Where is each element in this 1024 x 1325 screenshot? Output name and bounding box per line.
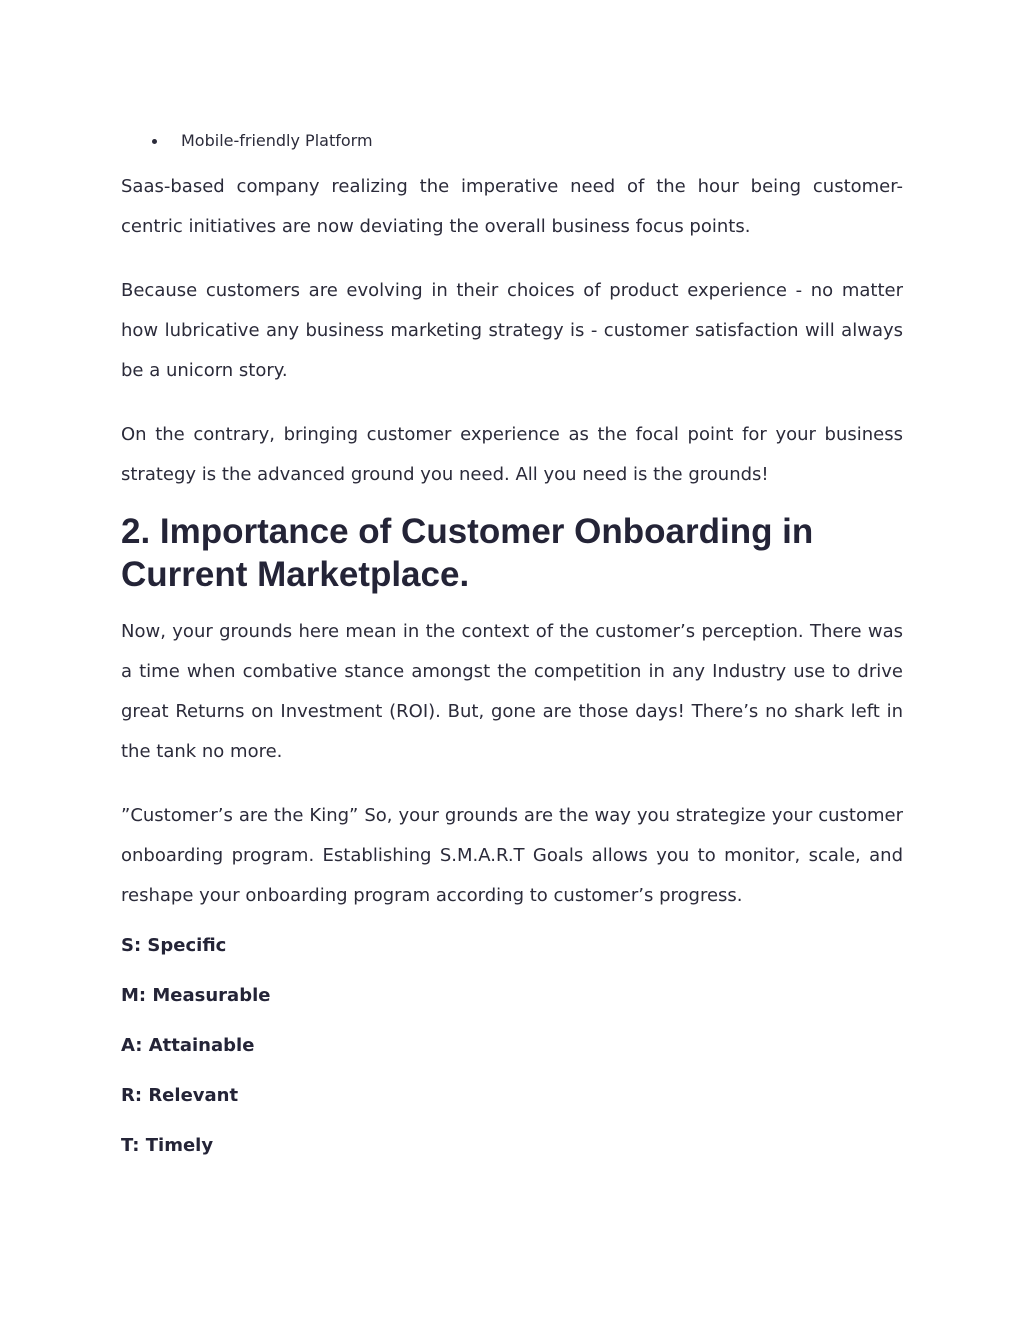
- paragraph-king: ”Customer’s are the King” So, your grounds are the way you strategize your customer onboarding program. Establishing S.M.A.R.T Goals allows you to monitor, scale, and reshape your onboarding program according to customer’s progress.: [121, 805, 903, 906]
- goal-specific: S: Specific: [121, 935, 227, 956]
- paragraph-grounds: Now, your grounds here mean in the context of the customer’s perception. There was a time when combative stance amongst the competition in any Industry use to drive great Returns on Investment (ROI). But, gone are those days! There’s no shark left in the tank no more.: [121, 621, 903, 762]
- bullet-icon: [152, 139, 157, 144]
- goal-timely: T: Timely: [121, 1135, 214, 1156]
- paragraph-saas: Saas-based company realizing the imperative need of the hour being customer-centric initiatives are now deviating the overall business focus points.: [121, 176, 903, 237]
- goal-measurable: M: Measurable: [121, 985, 271, 1006]
- bullet-text: Mobile-friendly Platform: [181, 131, 373, 150]
- list-item: [151, 131, 373, 151]
- paragraph-contrary: On the contrary, bringing customer experience as the focal point for your business strategy is the advanced ground you need. All you need is the grounds!: [121, 424, 903, 485]
- goal-relevant: R: Relevant: [121, 1085, 239, 1106]
- bullet-list: [151, 131, 373, 151]
- goal-attainable: A: Attainable: [121, 1035, 255, 1056]
- section-heading: 2. Importance of Customer Onboarding in Current Marketplace.: [121, 512, 814, 594]
- paragraph-customers: Because customers are evolving in their choices of product experience - no matter how lubricative any business marketing strategy is - customer satisfaction will always be a unicorn story.: [121, 280, 903, 381]
